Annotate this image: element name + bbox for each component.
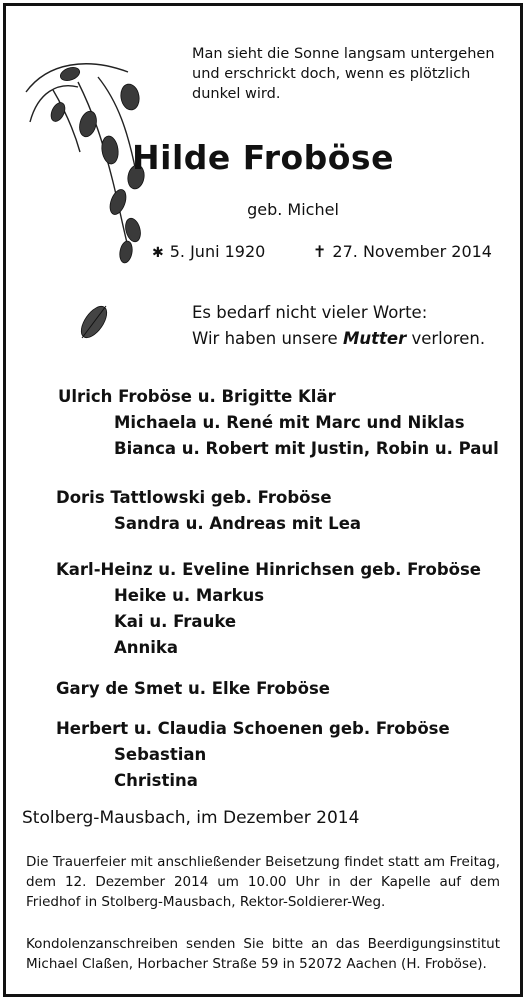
falling-leaf-icon — [74, 298, 114, 348]
poem-line: Man sieht die Sonne langsam untergehen — [192, 46, 495, 62]
death-cross-icon: ✝ — [313, 242, 327, 261]
birth-date: 5. Juni 1920 — [169, 242, 266, 261]
birth-star-icon: ✱ — [152, 245, 164, 261]
family-head: Ulrich Froböse u. Brigitte Klär — [58, 387, 336, 406]
quote-emphasis: Mutter — [342, 329, 407, 348]
quote-text: Wir haben unsere — [192, 329, 343, 348]
place-date: Stolberg-Mausbach, im Dezember 2014 — [22, 808, 360, 828]
family-head: Karl-Heinz u. Eveline Hinrichsen geb. Froböse — [56, 560, 481, 579]
death-date-block — [313, 242, 492, 261]
family-member: Heike u. Markus — [114, 586, 265, 605]
family-member: Kai u. Frauke — [114, 612, 237, 631]
family-member: Annika — [114, 638, 179, 657]
family-head: Doris Tattlowski geb. Froböse — [56, 488, 332, 507]
family-member: Christina — [114, 771, 198, 790]
poem-line: und erschrickt doch, wenn es plötzlich — [192, 66, 471, 82]
quote-text: verloren. — [406, 329, 486, 348]
family-head: Gary de Smet u. Elke Froböse — [56, 679, 330, 698]
quote-line: Es bedarf nicht vieler Worte: — [192, 303, 428, 322]
death-date: 27. November 2014 — [332, 242, 492, 261]
family-member: Bianca u. Robert mit Justin, Robin u. Paul — [114, 439, 499, 458]
family-member: Sandra u. Andreas mit Lea — [114, 514, 362, 533]
born-name: geb. Michel — [247, 200, 339, 219]
family-member: Michaela u. René mit Marc und Niklas — [114, 413, 465, 432]
condolence-notice: Kondolenzanschreiben senden Sie bitte an das Beerdigungsinstitut Michael Claßen, Horbacher Straße 59 in 52072 Aachen (H. Froböse). — [26, 936, 500, 972]
deceased-name: Hilde Froböse — [132, 138, 394, 177]
family-member: Sebastian — [114, 745, 207, 764]
quote-line — [192, 326, 485, 352]
leaf-branch-icon — [18, 52, 188, 312]
family-head: Herbert u. Claudia Schoenen geb. Froböse — [56, 719, 450, 738]
birth-date-block — [152, 242, 265, 261]
funeral-notice: Die Trauerfeier mit anschließender Beisetzung findet statt am Freitag, dem 12. Dezember 2014 um 10.00 Uhr in der Kapelle auf dem Friedhof in Stolberg-Mausbach, Rektor-Soldierer-Weg. — [26, 854, 500, 910]
mourning-quote — [192, 300, 485, 352]
poem — [192, 44, 495, 104]
poem-line: dunkel wird. — [192, 86, 281, 102]
